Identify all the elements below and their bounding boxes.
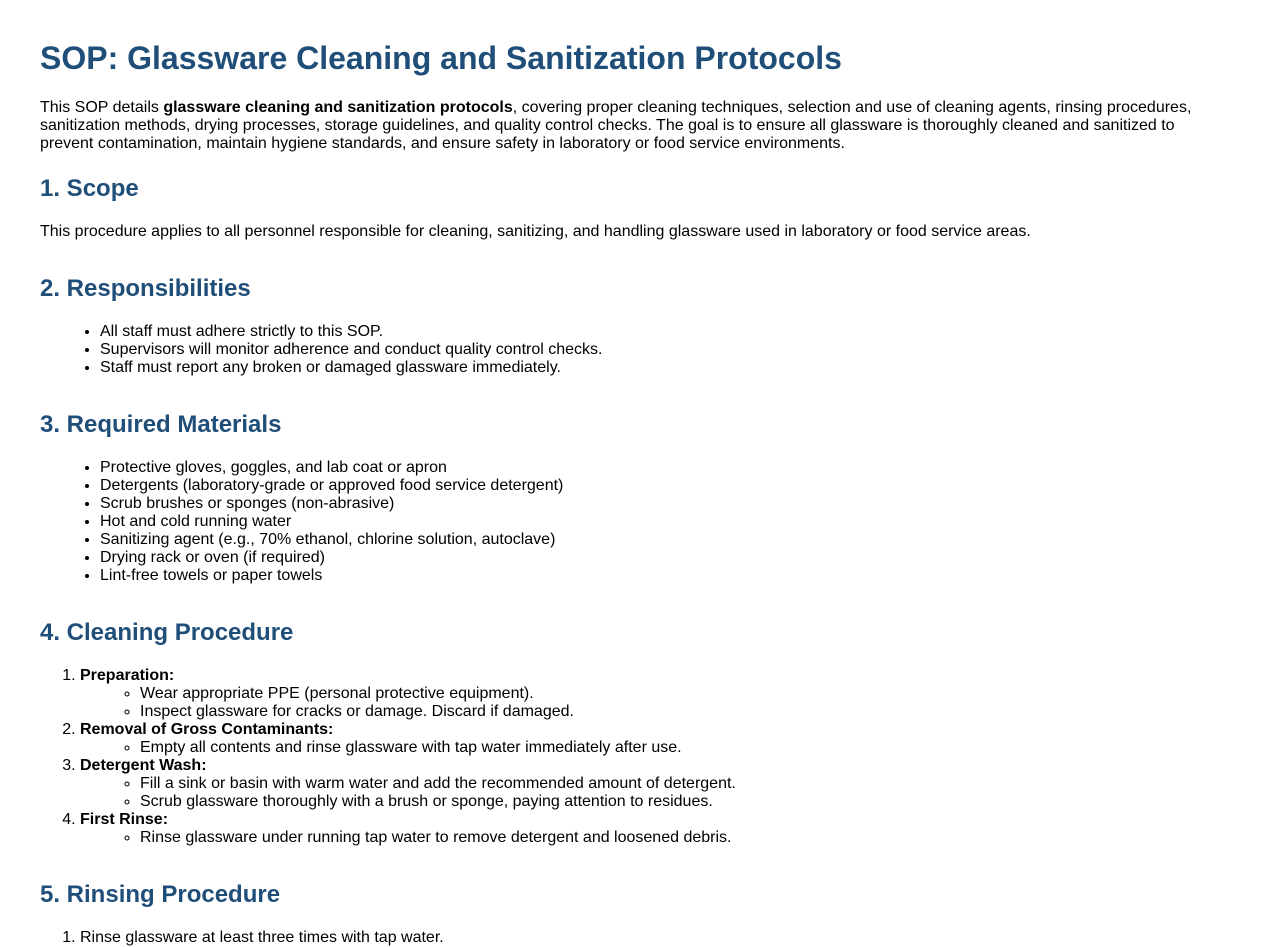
cleaning-step	[80, 667, 1223, 721]
list-item: 1. Rinse glassware at least three times with tap water.	[80, 929, 1223, 947]
list-item: ◦ Scrub glassware thoroughly with a brush or sponge, paying attention to residues.	[140, 793, 1223, 811]
list-item: • Staff must report any broken or damaged glassware immediately.	[100, 359, 1223, 377]
intro-bold-text: glassware cleaning and sanitization protocols	[163, 99, 513, 116]
section-heading-responsibilities: 2. Responsibilities	[40, 275, 251, 302]
list-item: • Lint-free towels or paper towels	[100, 567, 1223, 585]
intro-text-end: , covering proper cleaning techniques, selection and use of cleaning agents, rinsing procedures, sanitization methods, drying processes, storage guidelines, and quality control checks. The goal is to ensure all glassware is thoroughly cleaned and sanitized to prevent contamination, maintain hygiene standards, and ensure safety in laboratory or food service environments.	[40, 99, 1192, 152]
responsibilities-list	[40, 323, 1223, 377]
list-item: • Protective gloves, goggles, and lab coat or apron	[100, 459, 1223, 477]
section-heading-cleaning: 4. Cleaning Procedure	[40, 619, 294, 646]
section-heading-scope: 1. Scope	[40, 175, 139, 202]
list-item: ◦ Wear appropriate PPE (personal protective equipment).	[140, 685, 1223, 703]
list-item: • Sanitizing agent (e.g., 70% ethanol, chlorine solution, autoclave)	[100, 531, 1223, 549]
list-item: ◦ Fill a sink or basin with warm water and add the recommended amount of detergent.	[140, 775, 1223, 793]
step-title: Preparation:	[80, 667, 175, 684]
materials-list	[40, 459, 1223, 585]
cleaning-step	[80, 721, 1223, 757]
cleaning-step	[80, 811, 1223, 847]
list-item: ◦ Empty all contents and rinse glassware with tap water immediately after use.	[140, 739, 1223, 757]
list-item: • All staff must adhere strictly to this SOP.	[100, 323, 1223, 341]
step-title: Removal of Gross Contaminants:	[80, 721, 334, 738]
step-subitems	[80, 685, 1223, 721]
intro-text-start: This SOP details	[40, 99, 164, 116]
list-item: • Hot and cold running water	[100, 513, 1223, 531]
rinsing-steps-list	[40, 929, 1223, 947]
step-subitems	[80, 775, 1223, 811]
list-item: • Supervisors will monitor adherence and conduct quality control checks.	[100, 341, 1223, 359]
list-item: • Scrub brushes or sponges (non-abrasive)	[100, 495, 1223, 513]
scope-text: This procedure applies to all personnel responsible for cleaning, sanitizing, and handling glassware used in laboratory or food service areas.	[40, 223, 1031, 240]
section-heading-materials: 3. Required Materials	[40, 411, 282, 438]
section-heading-rinsing: 5. Rinsing Procedure	[40, 881, 281, 908]
list-item: ◦ Rinse glassware under running tap water to remove detergent and loosened debris.	[140, 829, 1223, 847]
cleaning-steps-list	[40, 667, 1223, 847]
intro-paragraph	[40, 99, 1223, 153]
cleaning-step	[80, 757, 1223, 811]
step-subitems	[80, 829, 1223, 847]
step-title: First Rinse:	[80, 811, 169, 828]
list-item: ◦ Inspect glassware for cracks or damage. Discard if damaged.	[140, 703, 1223, 721]
page-title: SOP: Glassware Cleaning and Sanitization Protocols	[40, 40, 842, 76]
list-item: • Drying rack or oven (if required)	[100, 549, 1223, 567]
step-subitems	[80, 739, 1223, 757]
list-item: • Detergents (laboratory-grade or approved food service detergent)	[100, 477, 1223, 495]
step-title: Detergent Wash:	[80, 757, 207, 774]
